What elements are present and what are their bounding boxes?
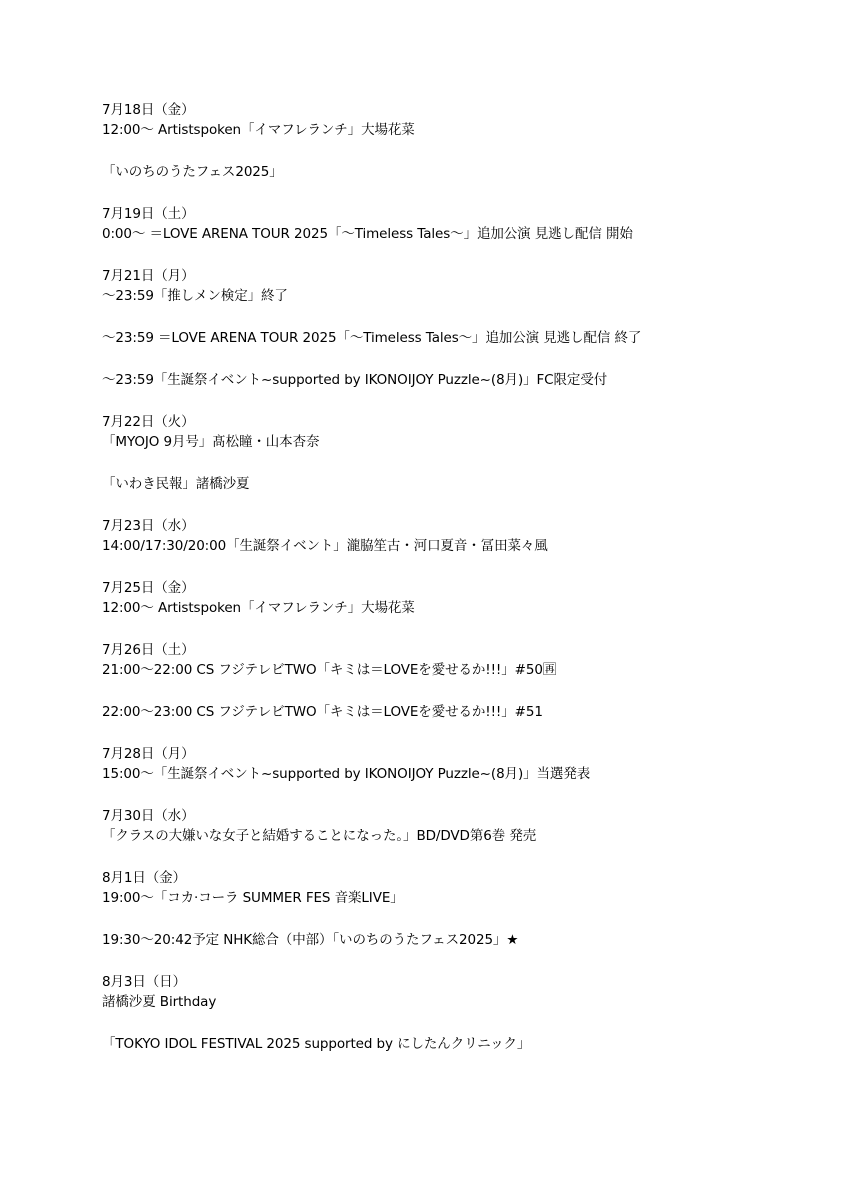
schedule-item: 12:00〜 Artistspoken「イマフレランチ」大場花菜 bbox=[102, 600, 415, 616]
date-heading: 8月3日（日） bbox=[102, 974, 186, 990]
date-heading: 7月21日（月） bbox=[102, 268, 195, 284]
schedule-item: 「いわき民報」諸橋沙夏 bbox=[102, 476, 250, 492]
schedule-item: 〜23:59「生誕祭イベント~supported by IKONOIJOY Puzzle~(8月)」FC限定受付 bbox=[102, 372, 608, 388]
schedule-item: 15:00〜「生誕祭イベント~supported by IKONOIJOY Puzzle~(8月)」当選発表 bbox=[102, 766, 591, 782]
schedule-item: 12:00〜 Artistspoken「イマフレランチ」大場花菜 bbox=[102, 122, 415, 138]
schedule-item: 19:00〜「コカ·コーラ SUMMER FES 音楽LIVE」 bbox=[102, 890, 404, 906]
schedule-item: 「MYOJO 9月号」髙松瞳・山本杏奈 bbox=[102, 434, 320, 450]
date-heading: 7月22日（火） bbox=[102, 414, 195, 430]
schedule-item: 〜23:59「推しメン検定」終了 bbox=[102, 288, 288, 304]
schedule-item: 〜23:59 ＝LOVE ARENA TOUR 2025「〜Timeless Tales〜」追加公演 見逃し配信 終了 bbox=[102, 330, 642, 346]
schedule-item: 諸橋沙夏 Birthday bbox=[102, 994, 217, 1010]
schedule-item: 14:00/17:30/20:00「生誕祭イベント」瀧脇笙古・河口夏音・冨田菜々風 bbox=[102, 538, 548, 554]
date-heading: 7月26日（土） bbox=[102, 642, 195, 658]
schedule-item: 「いのちのうたフェス2025」 bbox=[102, 164, 283, 180]
date-heading: 7月23日（水） bbox=[102, 518, 195, 534]
schedule-item: 21:00〜22:00 CS フジテレビTWO「キミは＝LOVEを愛せるか!!!」#50🈞 bbox=[102, 662, 557, 678]
date-heading: 7月25日（金） bbox=[102, 580, 195, 596]
schedule-item: 0:00〜 ＝LOVE ARENA TOUR 2025「〜Timeless Tales〜」追加公演 見逃し配信 開始 bbox=[102, 226, 633, 242]
date-heading: 7月18日（金） bbox=[102, 102, 195, 118]
date-heading: 8月1日（金） bbox=[102, 870, 186, 886]
date-heading: 7月30日（水） bbox=[102, 808, 195, 824]
schedule-item: 「TOKYO IDOL FESTIVAL 2025 supported by にしたんクリニック」 bbox=[102, 1036, 531, 1052]
schedule-item: 22:00〜23:00 CS フジテレビTWO「キミは＝LOVEを愛せるか!!!」#51 bbox=[102, 704, 543, 720]
schedule-item: 19:30〜20:42予定 NHK総合（中部）「いのちのうたフェス2025」★ bbox=[102, 932, 519, 948]
schedule-item: 「クラスの大嫌いな女子と結婚することになった。」BD/DVD第6巻 発売 bbox=[102, 828, 537, 844]
schedule-document bbox=[102, 100, 822, 1054]
date-heading: 7月28日（月） bbox=[102, 746, 195, 762]
date-heading: 7月19日（土） bbox=[102, 206, 195, 222]
